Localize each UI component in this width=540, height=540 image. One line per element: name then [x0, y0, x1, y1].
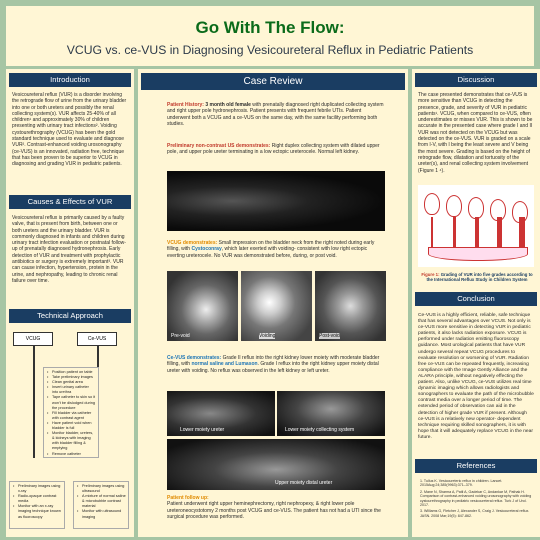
procedure-step: • Tape catheter to skin so it won't be dislodged during the procedure	[52, 395, 96, 410]
ureter-diagram	[497, 217, 502, 247]
procedure-step: • Insert urinary catheter into urethra	[52, 385, 96, 395]
us-label: Lower moiety collecting system	[285, 427, 355, 433]
img-label: Post-void	[319, 333, 340, 339]
cevus-box: Ce-VUS	[77, 332, 117, 346]
case-prelim	[167, 143, 385, 156]
ureter-diagram	[453, 217, 456, 247]
follow-label: Patient follow up:	[167, 495, 209, 501]
cevus-text-b: . Grade I reflux into the right kidney upper moiety distal ureter with voiding. No reflux was observed in the left kidney or left ureter.	[167, 361, 379, 374]
vur-grades-figure	[418, 185, 534, 267]
intro-text: Vesicoureteral reflux (VUR) is a disorder involving the retrograde flow of urine from the urinary bladder into one or both ureters and possibly the renal collecting system(s). VUR affects 25-40% of all children¹ and approximately 30% of children presenting with urinary tract infections². Voiding cystourethrography (VCUG) has been the gold standard technique used to evaluate and diagnose VUR². Contrast-enhanced voiding urosonography (ce-VUS) is an innovated, radiation free, technique that has been proven to be superior to VCUG in diagnosing and grading VUR in pediatric patients.	[12, 92, 127, 168]
prelim-label: Preliminary non-contrast US demonstrates:	[167, 143, 271, 149]
figure-caption-text: Grading of VUR into five grades according to the International Reflux Study in Children System	[426, 272, 533, 282]
figure-caption	[421, 272, 533, 282]
conclusion-heading: Conclusion	[415, 292, 537, 306]
poster-title: Go With The Flow:	[195, 18, 345, 37]
procedure-step: • Take preliminary images	[52, 375, 96, 380]
case-history	[167, 102, 385, 127]
case-heading: Case Review	[141, 73, 405, 90]
vcug-box: VCUG	[13, 332, 53, 346]
discussion-heading: Discussion	[415, 73, 537, 87]
cevus-list	[73, 481, 129, 529]
procedure-step: • Position patient on table	[52, 370, 96, 375]
vcug-list-item: • Radio-opaque contrast media	[18, 494, 62, 504]
conclusion-text: Ce-VUS is a highly efficient, reliable, safe technique that has several advantages over VCUS. Not only is ce-VUS more sensitive in detecting VUR in pediatric patients, it also lacks radiation exposure. VCUG is performed under radiation emitting fluoroscopy guidance. Most urological patients that have VUR undergo several repeat VCUG procedures to evaluate resolution or worsening of VUR. Radiation free ce-VUS can be repeated frequently, increasing compliance with the Image Gently Alliance and the ALARA principle, without negatively effecting the patient. Also, unlike VCUG, ce-VUS utilizes real time dynamic imaging which allows radiologists and sonographers to evaluate the path of the microbubble contrast media over a longer period of time. The extended period of observation can aid in the detection of higher grade VUR if present. Although ce-VUS is a relatively new operator- dependent technique requiring skilled sonographers, it is with hope that it will adequately replace VCUG in the near future.	[418, 313, 534, 440]
procedure-step: • Remove catheter	[52, 452, 96, 457]
history-text: with prenatally diagnosed right duplicated collecting system and right upper pole hydronephrosis. Patient presents with frequent febrile UTIs. Patient underwent both a VCUG and a ce-VUS on the same day, with the same facility performing both studies.	[167, 102, 384, 127]
cevus-text-a: Grade II reflux into the right kidney lower moiety with moderate bladder filling, with	[167, 355, 380, 368]
causes-heading: Causes & Effects of VUR	[9, 195, 131, 209]
procedure-step: • Monitor bladder, ureters, & kidneys with imaging with bladder filling & emptying	[52, 431, 96, 451]
references-list	[420, 479, 532, 520]
prelim-text: Right duplex collecting system with dilated upper pole, and upper pole ureter terminating in a low ectopic ureterocele. Normal left kidney.	[167, 143, 380, 156]
ureter-diagram	[431, 217, 433, 247]
vcug-list-item: • Monitor with an x-ray imaging technique known as fluoroscopy	[18, 504, 62, 519]
vcug-image-postvoid	[315, 271, 386, 341]
poster	[3, 3, 537, 537]
cevus-list-item: • Preliminary images using ultrasound	[82, 484, 126, 494]
vcug-text-b: , which later exerted with voiding- consistent with low right ectopic everting ureterocele. No VUR was demonstrated before, during, or post void.	[167, 246, 368, 259]
kidney-diagram	[424, 193, 440, 215]
causes-text: Vesicoureteral reflux is primarily caused by a faulty valve, that is present from birth, between one or both ureters and the urinary bladder. VUR is commonly diagnosed in infants and children during urinary tract infection evaluation or postnatal follow-up of prenatally diagnosed hydronephrosis. Early detection of VUR and treatment with prophylactic antibiotics or surgery is extremely important³. VUR can cause infection, hypertension, protein in the urine, and nephropathy, leading to chronic renal failure over time.	[12, 215, 126, 284]
cevus-list-item: • A mixture of normal saline & microbubble contrast material	[82, 494, 126, 509]
ureter-diagram	[519, 217, 525, 247]
procedure-steps	[43, 367, 99, 458]
vcug-list-item: • Preliminary images using x-ray	[18, 484, 62, 494]
vcug-text-a: Small impression on the bladder neck from the right noted during early filling, with	[167, 240, 375, 253]
bladder-diagram	[428, 247, 528, 261]
kidney-diagram	[468, 197, 484, 219]
discussion-text: The case presented demonstrates that ce-VUS is more sensitive than VCUG in detecting the presence, grade, and severity of VUR in pediatric patients¹. VCUG, when compared to ce-VUS, often underestimates or misses VUR. This is shown to be accurate in the presented case where grade I and II VUR was not detected on the VCUG but was detected on the ce-VUS. VUR is graded on a scale from I-V, with I being the least severe and V being the most severe. Grading is based on the height of retrograde flow, dilatation and tortuosity of the ureter(s), and renal collecting system involvement (Figure 1 ⁴).	[418, 92, 533, 174]
follow-text: Patient underwent right upper heminephrectomy, right nephropexy, & right lower pole ureteroneocystotomy 2 months post VCUG and ce-VUS. The patient has not had a UTI since the surgical procedure was performed.	[167, 501, 381, 520]
cevus-highlight: normal saline and Lumason	[191, 361, 258, 368]
kidney-diagram	[446, 195, 462, 217]
procedure-step: • Clean genital area	[52, 380, 96, 385]
vcug-label: VCUG demonstrates:	[167, 240, 218, 246]
ureter-diagram	[475, 217, 479, 247]
img-label: Pre-void	[171, 333, 190, 339]
vcug-cysto: Cystoconray	[191, 246, 222, 253]
case-followup	[167, 495, 385, 520]
procedure-step: • Fill bladder via catheter with contrast agent	[52, 411, 96, 421]
prelim-ultrasound-image	[167, 171, 385, 231]
cevus-list-item: • Monitor with ultrasound imaging	[82, 509, 126, 519]
case-vcug	[167, 240, 385, 259]
reference-item: 2. Mane N, Sharma A, Patil A, Gadekar C, Andankar M, Pathak H. Comparison of contrast-enhanced voiding urosonography with voiding cystourethrography in pediatric vesicoureteral reflux. Turk J of Urol. 2017.	[420, 489, 532, 508]
procedure-step: • Have patient void when bladder is full	[52, 421, 96, 431]
reference-item: 3. Williams G, Fletcher J, Alexander S, Craig J. Vesicoureteral reflux. JASN. 2008 Mar;19(5): 847-862.	[420, 509, 530, 518]
history-label: Patient History:	[167, 102, 204, 108]
vcug-image-voiding	[241, 271, 312, 341]
flow-line	[33, 346, 35, 458]
us-label: Upper moiety distal ureter	[275, 480, 333, 486]
poster-subtitle: VCUG vs. ce-VUS in Diagnosing Vesicoureteral Reflux in Pediatric Patients	[66, 43, 474, 57]
img-label: Voiding	[259, 333, 276, 339]
poster-header	[6, 6, 534, 66]
figure-label: Figure 1:	[421, 272, 440, 277]
vcug-image-previod	[167, 271, 238, 341]
reference-item: 1. Tullus K. Vesicoureteric reflux in children. Lancet. 2015Aug;24;385(9963):371–379.	[420, 479, 503, 488]
vcug-list	[9, 481, 65, 529]
technical-heading: Technical Approach	[9, 309, 131, 323]
us-label: Lower moiety ureter	[180, 427, 225, 433]
references-heading: References	[415, 459, 537, 473]
intro-heading: Introduction	[9, 73, 131, 87]
case-cevus	[167, 355, 385, 374]
cevus-label: Ce-VUS demonstrates:	[167, 355, 222, 361]
history-patient: 3 month old female	[205, 102, 251, 108]
